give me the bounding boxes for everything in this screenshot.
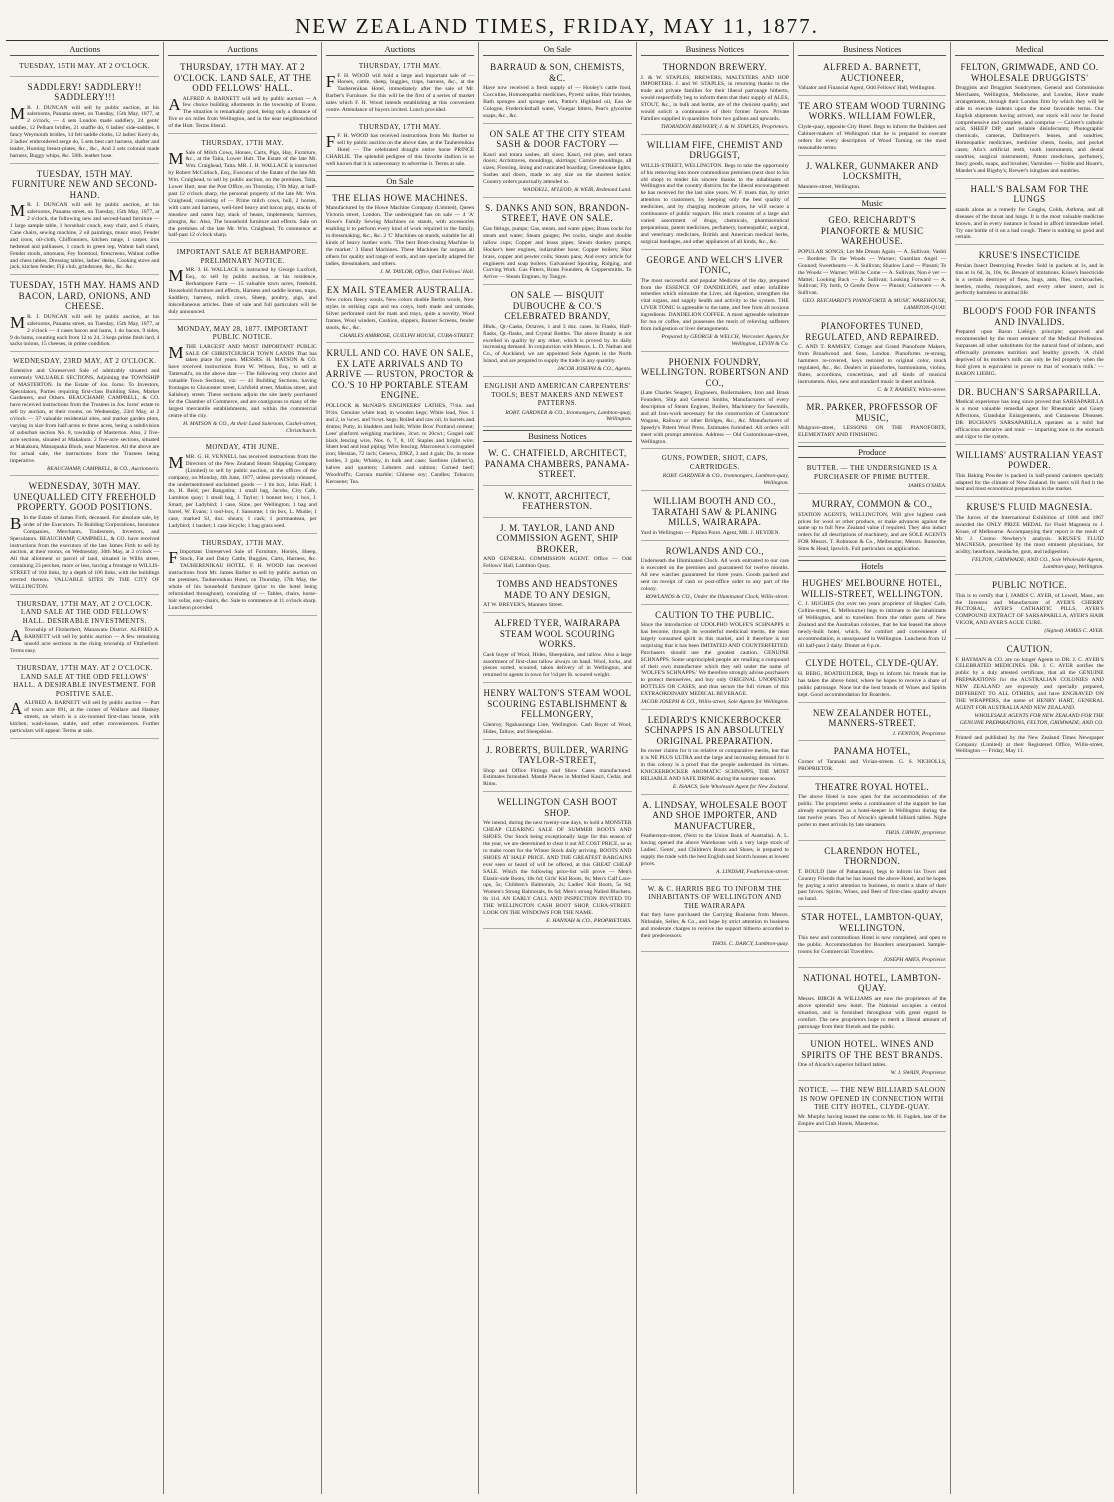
advertisement bbox=[326, 282, 474, 344]
advertisement bbox=[10, 166, 159, 276]
drop-cap: A bbox=[10, 699, 23, 719]
ad-body: One of Alcock's superior billiard tables. bbox=[797, 1062, 887, 1069]
ad-body: MR. J. H. WALLACE is instructed by George Luxford, Esq., to sell by public auction, at his residence, Berhampore Farm — 15 valuable town acres, freehold, Household furniture and effects, Harness and saddle horses, traps, Saddlery, harness, milch cows, Sheep, poultry, pigs, and miscellaneous articles. Date of sale and full particulars will be duly announced. bbox=[168, 267, 317, 315]
advertisement bbox=[798, 318, 946, 397]
column-4 bbox=[478, 42, 635, 1494]
ad-title: THURSDAY, 17TH MAY. bbox=[201, 538, 284, 547]
drop-cap: M bbox=[168, 452, 184, 472]
ad-body: that they have purchased the Carrying Business from Messrs. Nithsdale, Seller, & Co., and hope by strict attention to business and moderate charges to receive the support hitherto accorded to their predecessors. bbox=[640, 912, 789, 940]
ad-title: MURRAY, COMMON & CO., bbox=[811, 499, 933, 510]
advertisement bbox=[641, 354, 789, 450]
advertisement bbox=[798, 399, 946, 443]
advertisement bbox=[798, 59, 946, 96]
advertisement bbox=[483, 685, 631, 739]
ad-title: ON SALE AT THE CITY STEAM SASH & DOOR FACTORY — bbox=[489, 128, 626, 150]
advertisement bbox=[326, 190, 474, 280]
advertisement bbox=[641, 493, 789, 540]
ad-body: The most successful and popular Medicine of the day, prepared from the ESSENCE OF DANDELION, and other infallible remedies which stimulate the Liver, aid digestion, strengthen the vital organs, and supply health and activity to the system. THE LIVER TONIC is agreeable to the taste, and free from all noxious ingredients. DANDELION COFFEE. A most agreeable substitute for tea or coffee, and possesses the merit of relieving sufferers from indigestion or liver derangements. bbox=[640, 277, 789, 332]
advertisement bbox=[641, 252, 789, 352]
column-2 bbox=[163, 42, 320, 1494]
ad-title: BUTTER. — THE UNDERSIGNED IS A PURCHASER OF PRIME BUTTER. bbox=[806, 464, 938, 481]
ad-body: POPULAR SONGS: Let Me Dream Again — A. Sullivan; Vashti — Bordese; To the Woods — Warner; Guardian Angel — Gounod; Sweethearts — A. Sullivan; Shadow Land — Pinsuti; To the Woods — Warner; Will he Come — A. Sullivan; Non è ver — Mattei; Looking Back — A. Sullivan; Looking Forward — A. Sullivan; Fly forth, O Gentle Dove — Pinsuti; Guinevere — A. Sullivan. bbox=[797, 248, 947, 297]
ad-title: S. DANKS AND SON, BRANDON-STREET, HAVE ON SALE. bbox=[485, 202, 630, 224]
masthead: NEW ZEALAND TIMES, FRIDAY, MAY 11, 1877. bbox=[295, 14, 819, 38]
drop-cap: F bbox=[325, 71, 336, 91]
advertisement bbox=[641, 712, 789, 795]
ad-title: W. & C. HARRIS BEG TO INFORM THE INHABITANTS OF WELLINGTON AND THE WAIRARAPA bbox=[647, 884, 782, 910]
ad-title: HALL'S BALSAM FOR THE LUNGS bbox=[970, 183, 1089, 205]
ad-title: KRUSE'S FLUID MAGNESIA. bbox=[966, 502, 1093, 513]
ad-title: BARRAUD & SON, CHEMISTS, &C. bbox=[490, 62, 625, 83]
drop-cap: B bbox=[10, 513, 22, 533]
ad-body: This new and commodious Hotel is now completed, and open to the public. Accommodation for Boarders unsurpassed. Sample-rooms for Commercial Travellers. bbox=[797, 935, 947, 956]
advertisement bbox=[955, 577, 1103, 639]
ad-body: Prepared upon Baron Liebig's principle; approved and recommended by the most eminent of the Medical Profession. Surpasses all other substitutes for the natural food of infants, and effectually promotes nutrition and healthy growth. 'A child deprived of its mother's milk can only be fed properly when the food given is equivalent in power to that of woman's milk.' — BARON LIEBIG. bbox=[955, 329, 1104, 377]
drop-cap: M bbox=[10, 201, 26, 221]
ad-body: Printed and published by the New Zealand Times Newspaper Company (Limited) at their Registered Office, Willis-street, Wellington — Friday, May 11. bbox=[955, 734, 1104, 755]
column-heading: Business Notices bbox=[641, 44, 789, 56]
advertisement bbox=[483, 445, 631, 486]
ad-title: MR. PARKER, PROFESSOR OF MUSIC, bbox=[806, 402, 938, 423]
advertisement bbox=[641, 797, 789, 880]
ad-body: Its owner claims for it no relative or comparative merits, but that it is NE PLUS ULTRA and the large and increasing demand for it in this colony is a proof that the people understand its virtues. KNICKERBOCKER AROMATIC SCHNAPPS, THE MOST RELIABLE AND SAFE DRINK during the summer season. bbox=[640, 748, 789, 783]
advertisement bbox=[483, 126, 631, 198]
ad-body: MR. G. H. VENNELL has received instructions from the Directors of the New Zealand Steam Shipping Company (Limited) to sell by public auction, at the offices of the company, on Monday, 4th June, 1877, unless previously released, the undermentioned unclaimed goods — 1 tin box, John Hall; 1 do, H. Reid, per Rangatira; 1 small bag, Jacobs, City Cafe, Lambton quay; 1 small bag, J. Taylor; 1 bonnet box; 1 box, J. Smart, per Ladybird; 1 case, Sime, per Wellington; 1 bag and barrel, W. Evans; 1 tool-box, J. Sansome; 1 tin box, L. Mudie; 1 case, marked SJ, doz. shears; 1 cask; 1 portmanteau, per Ladybird; 1 basket; 1 case bicycle; 1 bag grass seed. bbox=[168, 453, 317, 529]
drop-cap: M bbox=[10, 312, 26, 332]
drop-cap: M bbox=[168, 342, 184, 362]
advertisement bbox=[168, 440, 316, 533]
ad-body: This Baking Powder is packed in half-pound canisters specially adapted for the climate of New Zealand. Its users will find it the best and most economical preparation in the market. bbox=[955, 472, 1104, 493]
ad-title: DR. BUCHAN'S SARSAPARILLA. bbox=[958, 386, 1101, 397]
ad-title: TUESDAY, 15TH MAY. AT 2 O'CLOCK. bbox=[19, 62, 150, 70]
advertisement bbox=[955, 181, 1103, 246]
advertisement bbox=[641, 882, 789, 952]
ad-body: Druggists and Druggists Sundrymen, General and Commission Merchants, Wellington, Melbourne, and London, Have made arrangements, through their London firm by which they will be able to execute indents upon the most favorable terms. Our English shipments having arrived, our stock will now be found comprehensive and complete, and comprise — Calvert's carbolic acid, SHEEP DIP, and reliable disinfectants; Photographic chemicals, cameras, Dallmeyer's lenses, and sundries; Homeopathic medicines, medicine chests, books, and pocket cases; Alix's artificial teeth, tooth instruments, and dental sundries, surgical instruments; Patent medicines, perfumery, fancy goods, soaps, and brushes; Varnishes — Noble and Hoare's, Mander's and Bigsby's; Brewer's isinglass and sundries. bbox=[955, 85, 1104, 174]
ad-title: THURSDAY, 17TH MAY, AT 2 O'CLOCK. LAND SALE AT THE ODD FELLOWS' HALL. DESIRABLE INVESTMENTS. bbox=[16, 599, 153, 625]
ad-title: THURSDAY, 17TH MAY. bbox=[201, 139, 284, 148]
advertisement bbox=[168, 59, 316, 134]
advertisement bbox=[798, 705, 946, 742]
advertisement bbox=[483, 59, 631, 124]
section-heading: Produce bbox=[798, 446, 946, 458]
advertisement bbox=[10, 661, 159, 739]
ad-signature: ROWLANDS & CO., Under the Illuminated Clock, Willis-street. bbox=[645, 593, 789, 600]
ad-body: Messrs. BIRCH & WILLIAMS are now the proprietors of the above splendid new hotel. The National occupies a central situation, and is furnished throughout with great regard to comfort. The new proprietors hope to merit a liberal amount of patronage from their friends and the public. bbox=[797, 995, 947, 1030]
ad-title: CAUTION. bbox=[1006, 644, 1053, 655]
advertisement bbox=[10, 354, 159, 476]
advertisement bbox=[326, 120, 474, 172]
ad-title: TE ARO STEAM WOOD TURNING WORKS. WILLIAM FOWLER, bbox=[798, 100, 946, 122]
ad-title: UNION HOTEL. WINES AND SPIRITS OF THE BEST BRANDS. bbox=[801, 1039, 944, 1060]
ad-body: AND GENERAL COMMISSION AGENT. Office — Odd Fellows' Hall, Lambton Quay. bbox=[483, 556, 632, 570]
ad-signature: J. M. TAYLOR, Office, Odd Fellows' Hall. bbox=[380, 268, 475, 275]
ad-body: F. H. WOOD will hold a large and important sale of — Horses, cattle, sheep, buggies, traps, harness, &c., at the Tauherenikau Hotel, immediately after the sale of Mr. Barber's Furniture. So this will be the first of a series of market sales which F. H. Wood intends establishing at this convenient centre. Attendance of buyers invited. Lunch provided. bbox=[325, 72, 475, 114]
ad-title: PHOENIX FOUNDRY, WELLINGTON. ROBERTSON AND CO., bbox=[640, 356, 789, 388]
advertisement bbox=[798, 779, 946, 841]
ad-body: Manners-street, Wellington. bbox=[797, 183, 861, 190]
column-heading: Auctions bbox=[168, 44, 316, 56]
ad-body: Featherston-street, (Next to the Union Bank of Australia). A. L. having opened the above Warehouse with a very large stock of Ladies', Gents', and Children's Boots and Shoes, is prepared to supply the trade with the best English and Scotch houses at lowest prices. bbox=[640, 833, 789, 868]
column-5 bbox=[636, 42, 793, 1494]
ad-body: Kauri and totara sashes, all sizes; Kauri, red pine, and totara doors; Architraves, mouldings, skirtings; Cornice mouldings, all sizes; Flooring, lining and rusticated boarding; Greenhouse lights; Sashes and doors, made to any size on the shortest notice. Country orders punctually attended to. bbox=[483, 151, 632, 186]
ad-title: CAUTION TO THE PUBLIC. bbox=[655, 609, 775, 620]
ad-title: ROWLANDS AND CO., bbox=[665, 545, 764, 556]
advertisement bbox=[10, 59, 159, 77]
advertisement bbox=[168, 245, 316, 319]
section-heading: Hotels bbox=[798, 560, 946, 572]
ad-body: R. J. DUNCAN will sell by public auction, at his salerooms, Panama street, on Tuesday, 15th May, 1877, at 2 o'clock, the following new and second-hand furniture — 1 large sample table, 1 horsehair couch, easy chair, and 5 chairs, Cane chairs, sewing machine, 2 oil paintings, music stool, Fender and irons, oil-cloth, Chiffonniers, kitchen range, 1 carpet, iron bedstead and palliasses, 1 couch in green rep, Walnut hall stand, Fender stools, ottomans, Fey footstool, firescreens, Walnut coffee and chess tables, Dressing tables, ladies' desks, Cooking stove and jack, kitchen fender, Fiji club, grindstone, &c., &c. &c. bbox=[10, 202, 160, 271]
advertisement bbox=[798, 461, 946, 494]
column-heading: On Sale bbox=[483, 44, 631, 56]
ad-body: In the Estate of James Firth, deceased. For absolute sale, by order of the Executors. To Building Corporations, Insurance Companies, Merchants, Tradesmen, Investors, and Speculators. BEAUCHAMP, CAMPBELL, & CO. have received instructions from the executors of the late James Firth to sell by auction, at their rooms, on Wednesday, 30th May, at 2 o'clock — All that allotment or parcel of land, situated in Willis street, containing 23 perches, more or less, having a frontage to WILLIS-STREET of 104 links, by a depth of 106 links, with the buildings erected thereon. VALUABLE SITES IN THE CITY OF WELLINGTON. bbox=[10, 514, 160, 590]
ad-title: PIANOFORTES TUNED, REGULATED, AND REPAIRED. bbox=[805, 321, 940, 342]
ad-body: AT W. BREYER'S, Manners Street. bbox=[483, 602, 564, 609]
ad-signature: JOSEPH AMES, Proprietor. bbox=[883, 956, 947, 963]
ad-body: Extensive and Unreserved Sale of admirably situated and extremely VALUABLE SECTIONS, Adjoining the TOWNSHIP of MASTERTON. In the Estate of Jos. Iorns. To Investors, Speculators, Parties requiring first-class Building Sites, Market Gardeners, and Others. BEAUCHAMP, CAMPBELL, & CO. have received instructions from the Trustees in Jos. Iorns' estate to sell by auction, at their rooms, on Wednesday, 23rd May, at 2 o'clock — 37 valuable residential sites, and market garden plots, varying in size from half-acres to three acres, being a subdivision of suburban section No. 8, township of Masterton. Also, 2 five-acre sections, situated at Makakura. 2 five-acre sections, situated at Makakura, Manaquaka Block, near Masterton. All the above are for actual sale, the instructions from the Trustees being imperative. bbox=[10, 367, 160, 464]
ad-title: WEDNESDAY, 30TH MAY. UNEQUALLED CITY FREEHOLD PROPERTY. GOOD POSITIONS. bbox=[13, 481, 157, 513]
ad-title: THURSDAY, 17TH MAY. AT 2 O'CLOCK. LAND SALE, AT THE ODD FELLOWS' HALL. bbox=[173, 62, 312, 93]
ad-title: THURSDAY, 17TH MAY. AT 2 O'CLOCK. LAND SALE AT THE ODD FELLOWS' HALL. A DESIRABLE INVESTMENT. FOR POSITIVE SALE. bbox=[13, 664, 157, 698]
ad-title: EX MAIL STEAMER AUSTRALIA. bbox=[326, 284, 474, 295]
ad-title: TOMBS AND HEADSTONES MADE TO ANY DESIGN, bbox=[496, 579, 618, 600]
ad-title: BLOOD'S FOOD FOR INFANTS AND INVALIDS. bbox=[962, 306, 1097, 327]
ad-body: WILLIS-STREET, WELLINGTON. Begs to take the opportunity of his removing into more commodious premises (next door to his old shop) to tender his sincere thanks to the inhabitants of Wellington and the country districts for the liberal encouragement he has received for the last nine years. W. F. trusts that, by strict attention to customers, by keeping only the best quality of medicines, and by charging moderate prices, he will secure a continuance of public support. His stock consists of a large and varied assortment of drugs, chemicals, pharmaceutical preparations, patent medicines, perfumery, homeopathic, surgical, and veterinary medicines, British and American medical herbs, surgical bandages, and other appliances of all kinds, &c., &c. bbox=[640, 162, 789, 245]
advertisement bbox=[326, 59, 474, 118]
ad-title: STAR HOTEL, LAMBTON-QUAY, WELLINGTON. bbox=[801, 912, 944, 933]
ad-title: TUESDAY, 15TH MAY. HAMS AND BACON, LARD, ONIONS, AND CHEESE. bbox=[10, 280, 160, 312]
ad-title: LEDIARD'S KNICKERBOCKER SCHNAPPS IS AN ABSOLUTELY ORIGINAL PREPARATION. bbox=[644, 714, 785, 746]
drop-cap: M bbox=[168, 266, 184, 286]
ad-title: J. WALKER, GUNMAKER AND LOCKSMITH, bbox=[806, 160, 939, 182]
ad-signature: JACOB JOSEPH & CO., Agents. bbox=[557, 366, 632, 373]
ad-body: Shop and Office Fittings and Show Cases manufactured. Estimates furnished. Mantle Pieces in Mottled Kauri, Cedar, and Rimu. bbox=[483, 767, 632, 788]
ad-title: THURSDAY, 17TH MAY. bbox=[358, 122, 442, 131]
ad-body: F. H. WOOD has received instructions from Mr. Barber to sell by public auction on the above date, at the Tauherenikau Hotel — The celebrated draught entire horse PRINCE CHARLIE. The splendid pedigree of this favorite stallion is so well known that it is unnecessary to advertise it. Terms at sale. bbox=[325, 133, 475, 168]
advertisement bbox=[798, 909, 946, 968]
ad-title: KRUSE'S INSECTICIDE bbox=[978, 250, 1081, 261]
ad-body: C. J. HUGHES (for over ten years proprietor of Hughes' Cafe, Collins-street, E. Melbourne) begs to intimate to the inhabitants of Wellington, and to travellers from the other parts of New Zealand and the Australian colonies, that he has leased the above newly-built hotel, which, for comfort and convenience of accommodation, is unsurpassed in Wellington. Luncheon from 12 till half-past 2 daily. Dinner at 6 p.m. bbox=[797, 601, 947, 649]
advertisement bbox=[10, 277, 159, 352]
column-heading: Auctions bbox=[10, 44, 159, 56]
drop-cap: F bbox=[325, 132, 336, 152]
ad-body: Persian Insect Destroying Powder. Sold in packets at 1s, and in tins at 1s 6d, 3s, 10s, 6s. Beware of imitations. Kruse's Insecticide is a certain destroyer of fleas, bugs, ants, flies, cockroaches, beetles, moths, mosquitoes, and every other insect, and is perfectly harmless to animal life. bbox=[955, 262, 1104, 297]
ad-body: Mr. Murphy having leased the same to Mr. H. Fagden, late of the Empire and Club Hotels, Masterton. bbox=[797, 1113, 947, 1127]
section-heading: On Sale bbox=[326, 175, 474, 187]
ad-signature: C. & T. RAMSEY, Willis-street. bbox=[877, 386, 947, 393]
ad-signature: ROBT. GARDNER & CO., Ironmongers, Lambton-quay, Wellington. bbox=[505, 409, 632, 423]
advertisement bbox=[483, 520, 631, 574]
advertisement bbox=[10, 597, 159, 659]
ad-title: GEORGE AND WELCH'S LIVER TONIC, bbox=[646, 254, 784, 276]
advertisement bbox=[641, 543, 789, 605]
advertisement bbox=[483, 742, 631, 793]
column-3 bbox=[321, 42, 478, 1494]
ad-body: This is to certify that I, JAMES C. AYER, of Lowell, Mass., am the Inventor and Manufacturer of AYER'S CHERRY PECTORAL, AYER'S CATHARTIC PILLS, AYER'S COMPOUND EXTRACT OF SARSAPARILLA, AYER'S HAIR VIGOR, AND AYER'S AGUE CURE. bbox=[955, 592, 1104, 627]
ad-title: NEW ZEALANDER HOTEL, MANNERS-STREET. bbox=[812, 707, 932, 729]
advertisement bbox=[798, 1083, 946, 1131]
advertisement bbox=[798, 496, 946, 557]
ad-title: HUGHES' MELBOURNE HOTEL, WILLIS-STREET, WELLINGTON. bbox=[801, 578, 944, 599]
ad-title: ALFRED TYER, WAIRARAPA STEAM WOOL SCOURING WORKS. bbox=[494, 618, 621, 650]
newspaper-page bbox=[6, 42, 1108, 1494]
ad-signature: THOS. URWIN, proprietor. bbox=[885, 829, 947, 836]
ad-signature: THOS. C. DARCY, Lambton-quay. bbox=[711, 940, 789, 947]
ad-title: PUBLIC NOTICE. bbox=[991, 580, 1068, 591]
ad-signature: GEO. REICHARDT'S PIANOFORTE & MUSIC WAREHOUSE, LAMBTON-QUAY. bbox=[802, 298, 947, 312]
ad-body: THE LARGEST AND MOST IMPORTANT PUBLIC SALE OF CHRISTCHURCH TOWN LANDS That has taken place for years. MESSRS. H. MATSON & CO. have received instructions from W. Wilson, Esq., to sell at Tattersall's, on the above date — The following very choice and valuable Town Sections, viz: — 41 Building Sections, having frontages to Gloucester street, Lichfield street, Madras street, and Salisbury street. These sections adjoin the site lately purchased for the Chamber of Commerce, and are contiguous to many of the largest mercantile establishments, and within the commercial centre of the city. bbox=[168, 343, 317, 419]
ad-signature: (Signed) JAMES C. AYER. bbox=[1044, 628, 1104, 635]
advertisement bbox=[483, 287, 631, 377]
drop-cap: A bbox=[10, 626, 23, 646]
ad-body: T. BOULD (late of Pahautanui), begs to inform his Town and Country Friends that he has leased the above Hotel, and he hopes by paying a strict attention to business, to merit a share of their past favors. Spirits, Wines, and Beer of first-class quality always on hand. bbox=[797, 868, 947, 903]
ad-signature: THORNDON BREWERY, J. & W. STAPLES, Proprietors. bbox=[660, 123, 789, 130]
ad-body: Valuator and Financial Agent, Odd Fellows' Hall, Wellington. bbox=[797, 85, 936, 91]
advertisement bbox=[483, 576, 631, 613]
ad-title: NOTICE. — THE NEW BILLIARD SALOON IS NOW OPENED IN CONNECTION WITH THE CITY HOTEL, CLYDE-QUAY. bbox=[798, 1086, 946, 1112]
ad-title: TUESDAY, 15TH MAY. FURNITURE NEW AND SECOND-HAND. bbox=[11, 168, 158, 200]
ad-title: ALFRED A. BARNETT, AUCTIONEER, bbox=[823, 62, 922, 83]
ad-title: SADDLERY! SADDLERY!! SADDLERY!!! bbox=[27, 81, 142, 102]
ad-title: ENGLISH AND AMERICAN CARPENTERS' TOOLS; BEST MAKERS AND NEWEST PATTERNS. bbox=[484, 382, 631, 408]
masthead-rule bbox=[6, 40, 1108, 41]
ad-title: GUNS, POWDER, SHOT, CAPS, CARTRIDGES. bbox=[661, 454, 768, 471]
advertisement bbox=[641, 607, 789, 710]
ad-body: Medical experience has long since proved that SARSAPARILLA is a most valuable remedial agent for Rheumatic and Gouty Affections, Glandular Enlargements, and Cutaneous Diseases. DR. BUCHAN'S SARSAPARILLA operates as a mild but efficacious alterative and tonic — imparting tone to the stomach and vigor to the system. bbox=[955, 399, 1104, 440]
ad-signature: J. FENTON, Proprietor. bbox=[892, 730, 947, 737]
ad-signature: BEAUCHAMP, CAMPBELL, & CO., Auctioneers. bbox=[46, 465, 160, 472]
ad-title: NATIONAL HOTEL, LAMBTON-QUAY. bbox=[802, 972, 942, 994]
advertisement bbox=[798, 212, 946, 316]
ad-title: THORNDON BREWERY. bbox=[662, 62, 767, 72]
advertisement bbox=[798, 743, 946, 776]
ad-body: The Jurors of the International Exhibition of 1866 and 1867 awarded the ONLY PRIZE MEDAL for Fluid Magnesia to J. Kruse, of Melbourne. Accompanying their report is the result of Mr. J. Cosmo Newbery's analysis. KRUSE'S FLUID MAGNESIA, prescribed by the most eminent physicians, for acidity, heartburn, headache, gout, and indigestion. bbox=[955, 514, 1104, 556]
advertisement bbox=[483, 794, 631, 929]
ad-title: W. C. CHATFIELD, ARCHITECT, PANAMA CHAMBERS, PANAMA-STREET. bbox=[485, 448, 630, 480]
ad-body: ALFRED A. BARNETT will sell by public auction — Part of town acre 691, at the corner of Wallace and Hankey streets, on which is a six-roomed first-class house, with kitchen, wash-house, stable, and other conveniences. Further particulars will appear. Terms at sale. bbox=[10, 700, 160, 734]
advertisement bbox=[955, 447, 1103, 498]
advertisement bbox=[798, 970, 946, 1035]
column-heading: Medical bbox=[955, 44, 1103, 56]
ad-signature: H. MATSON & CO., At their Land Saleroom, Cashel-street, Christchurch. bbox=[183, 420, 317, 434]
ad-title: MONDAY, MAY 28, 1877. IMPORTANT PUBLIC NOTICE. bbox=[177, 324, 309, 342]
ad-title: THURSDAY, 17TH MAY. bbox=[358, 62, 442, 70]
column-7 bbox=[950, 42, 1107, 1494]
ad-signature: WADDELL, M'LEOD, & WEIR, Redmond Land. bbox=[522, 187, 632, 194]
ad-signature: E. HANNAH & CO., PROPRIETORS. bbox=[546, 917, 632, 924]
ad-signature: Prepared by GEORGE & WELCH, Worcester. Agents for Wellington, LEVIN & Co. bbox=[661, 333, 789, 347]
ad-body: Have now received a fresh supply of — Hooley's cattle food, Cocculine, Homoeopathic medicines, Pyretic saline, Hair brushes, Bath sponges and sponge nets, Pattie's Highland oil, Eau de Cologne, Fredericksthall water, Vinegar bitters, Pear's glycerine soaps, &c., &c. bbox=[483, 85, 632, 119]
ad-title: WELLINGTON CASH BOOT SHOP. bbox=[497, 797, 618, 818]
ad-signature: JAMES O'SHEA. bbox=[907, 483, 947, 490]
ad-signature: FELTON, GRIMWADE, AND CO., Sole Wholesale Agents, Lambton-quay, Wellington. bbox=[971, 557, 1104, 571]
advertisement bbox=[641, 137, 789, 250]
ad-title: WEDNESDAY, 23RD MAY, AT 2 O'CLOCK. bbox=[12, 357, 157, 366]
ad-body: Important Unreserved Sale of Furniture, Horses, Sheep, Stock, Fat and Dairy Cattle, Buggies, Carts, Harness, &c. TAUHERENIKAU HOTEL. F. H. WOOD has received instructions from Mr. James Barber to sell by public auction on the premises, Tauherenikau Hotel, on Thursday, 17th May, the whole of his household furniture (prior to the hotel being refurnished throughout), consisting of — Tables, chairs, horse-hair sofas, easy-chairs, &c. Sale to commence at 11 o'clock sharp. Luncheon provided. bbox=[168, 549, 317, 611]
ad-signature: WHOLESALE AGENTS FOR NEW ZEALAND FOR THE GENUINE PREPARATIONS, FELTON, GRIMWADE, AND CO. bbox=[959, 712, 1104, 726]
ad-signature: ROBT. GARDNER & CO., Ironmongers, Lambton-quay, Wellington. bbox=[662, 473, 789, 487]
column-6 bbox=[793, 42, 950, 1494]
drop-cap: A bbox=[168, 94, 181, 114]
ad-body: Since the introduction of UDOLPHO WOLFE'S SCHNAPPS it has become, through its wonderful medicinal merits, the most largely consumed spirit in this market, and it therefore is not surprising that it has been IMITATED AND COUNTERFEITED. Purchasers should use the greatest caution. GENUINE SCHNAPPS. Some unprincipled people are retailing a compound of their own manufacture which they sell under the name of 'WOLFE'S SCHNAPPS.' We therefore strongly advise purchasers to protect themselves, and buy only ORIGINAL UNOPENED BOTTLES OR CASES, and thus secure the full virtues of this EXTRAORDINARY MEDICAL BEVERAGE. bbox=[640, 622, 789, 698]
ad-signature: A. LINDSAY, Featherston-street. bbox=[716, 868, 789, 875]
section-heading: Business Notices bbox=[483, 430, 631, 442]
ad-signature: CHARLES AMBROSE, GUELPH HOUSE, CUBA-STREET. bbox=[339, 332, 475, 339]
advertisement bbox=[798, 655, 946, 702]
section-heading: Music bbox=[798, 197, 946, 209]
advertisement bbox=[168, 322, 316, 439]
advertisement bbox=[798, 843, 946, 908]
advertisement bbox=[641, 451, 789, 491]
advertisement bbox=[168, 536, 316, 616]
ad-body: We intend, during the next twenty-one days, to hold a MONSTER CHEAP CLEARING SALE OF SUMMER BOOTS AND SHOES. Our Stock being exceptionally large for this season of the year, we are determined to clear it out AT COST PRICE, so as to make room for the Winter Stock daily arriving. BOOTS AND SHOES AT HALF PRICE. AND THE GREATEST BARGAINS ever seen or heard of will be offered, at this GREAT CHEAP SALE. Which the following price-list will prove — Men's Elastic-side Boots, 10s 6d; Girls' Kid Boots, 6s; Men's Calf Lace-ups, 5s; Children's Balmorals, 2s; Ladies' Kid Boots, 5s 6d; Women's Strong Balmorals, 6s 6d; Men's strong Nailed Bluchers, 8s 11d. AN EARLY CALL AND INSPECTION INVITED TO THE WELLINGTON CASH BOOT SHOP, CUBA-STREET. LOOK ON THE WINDOWS FOR THE NAME. bbox=[483, 820, 632, 917]
advertisement bbox=[798, 158, 946, 195]
drop-cap: M bbox=[168, 148, 184, 168]
ad-title: J. ROBERTS, BUILDER, WARING TAYLOR-STREET, bbox=[486, 744, 629, 766]
advertisement bbox=[955, 733, 1103, 760]
ad-title: ON SALE — BISQUIT DUBOUCHE & CO.'S CELEBRATED BRANDY, bbox=[504, 290, 611, 322]
ad-title: WILLIAM FIFE, CHEMIST AND DRUGGIST, bbox=[646, 139, 783, 161]
advertisement bbox=[10, 478, 159, 594]
advertisement bbox=[798, 575, 946, 653]
ad-title: MONDAY, 4TH JUNE. bbox=[205, 443, 280, 452]
advertisement bbox=[798, 1036, 946, 1081]
ad-body: Gas fittings, pumps; Gas, steam, and water pipes; Brass cocks for steam and water; Steam gauges; Pet cocks, single and double tallow cups; Copper and brass pipes; Steam donkey pumps; Hocker's beer engines, indiarubber hose; Copper boilers; Shot brass, copper and pewter coils; Steam pans; And every article for engineers and soap boilers. Galvanised Spouting, Ridging, and Curving Work. Gas Fitters, Brass Founders, & Coppersmiths. To Arrive — Steam Engines, by Tangye. bbox=[483, 225, 632, 281]
advertisement bbox=[483, 615, 631, 683]
ad-signature: W. J. SWAIN, Proprietor. bbox=[890, 1070, 947, 1077]
ad-signature: E. ISAACS, Sole Wholesale Agent for New Zealand. bbox=[672, 784, 789, 790]
advertisement bbox=[168, 136, 316, 243]
ad-body: New colors fleecy wools, New colors double Berlin wools, New styles in striking caps and tea cosys, both made and unmade, Silver perforated card for mats and trays, quite a novelty, Wool frames, Wool winders, Cushion, slippers, Banner Screens, fender stools, &c., &c. bbox=[325, 297, 475, 331]
ad-body: Cash buyer of Wool, Hides, Sheepskins, and tallow. Also a large assortment of first-class tallow always on hand. Wool, locks, and pieces sorted, scoured, taken delivery of in Wellington, and returned to agents in town for ½d per lb. scoured weight. bbox=[483, 651, 632, 679]
ad-body: Corner of Taranaki and Vivian-streets. G. S. NICHOLLS, PROPRIETOR. bbox=[797, 758, 947, 772]
ad-body: F. HAYMAN & CO. are no longer Agents to DR. J. C. AYER'S CELEBRATED MEDICINES. DR. J. C. AYER notifies the public by a duly attested certificate, that all the GENUINE PREPARATIONS for the AUSTRALIAN COLONIES AND NEW ZEALAND are expressly and specially prepared, DIFFERENT TO ALL OTHERS, and have ENGRAVED ON THE WRAPPERS, the name of HENRY HART, GENERAL AGENT FOR AUSTRALIA AND NEW ZEALAND. bbox=[955, 656, 1104, 711]
drop-cap: F bbox=[168, 548, 178, 568]
ad-title: WILLIAM BOOTH AND CO., TARATAHI SAW & PLANING MILLS, WAIRARAPA. bbox=[652, 496, 778, 528]
ad-title: FELTON, GRIMWADE, AND CO. WHOLESALE DRUGGISTS' bbox=[960, 62, 1099, 83]
ad-signature: JACOB JOSEPH & CO., Willis-street, Sole Agents for Wellington. bbox=[640, 699, 789, 706]
ad-body: Mulgrave-street, LESSONS ON THE PIANOFORTE, ELEMENTARY AND FINISHING. bbox=[797, 425, 947, 439]
column-1 bbox=[6, 42, 163, 1494]
advertisement bbox=[955, 59, 1103, 179]
advertisement bbox=[483, 488, 631, 518]
ad-body: (Late Charles Seager), Engineers, Boilermakers, Iron and Brass Founders, Ship and General Smiths, Manufacturers of every description of Steam Engines, Boilers, Machinery for Sawmills, and all Iron-work necessary for the construction of Contractors' Wagons, Railway or other Bridges, &c., &c. Manufacturers of Speedy's Patent Wool Press. Estimates furnished. All orders will meet with prompt attention. Address — Old Customhouse-street, Wellington. bbox=[640, 390, 789, 445]
advertisement bbox=[955, 384, 1103, 445]
ad-title: A. LINDSAY, WHOLESALE BOOT AND SHOE IMPORTER, AND MANUFACTURER, bbox=[642, 799, 788, 831]
advertisement bbox=[483, 379, 631, 427]
ad-body: Sale of Milch Cows, Horses, Carts, Pigs, Hay, Furniture, &c., at the Taita, Lower Hutt. The Estate of the late Mr. Wm. Craighead, Taita. MR. J. H. WALLACE is instructed by Robert McCulloch, Esq., Executor of the Estate of the late Mr. Wm. Craighead, to sell by public auction, on the premises, Taita, Lower Hutt, near the Post Office, on Thursday, 17th May, at half-past 12 o'clock sharp, the personal property of the late Mr. Wm. Craighead, consisting of — Prime milch cows, bull, 2 horses, with carts and harness, well-bred heavy and bacon pigs, stacks of meadow and oaten hay, stack of beans, implements, harrows, ploughs, &c. Also, The household furniture and effects. Sale on the premises of the late Mr. Wm. Craighead, To commence at half-past 12 o'clock sharp. bbox=[168, 149, 317, 239]
ad-title: CLARENDON HOTEL, THORNDON. bbox=[824, 845, 921, 867]
ad-body: Manufactured by the Howe Machine Company (Limited), Queen Victoria street, London. The undersigned has on sale — 4 'A' Howe's Family Sewing Machines on stands, with accessories enabling it to perform every kind of work required in the family, in dressmaking, &c., &c. 2 'C' Machines on stands, suitable for all kinds of heavy leather work. 'The best Boot-closing Machine in the market.' 3 Hand Machines. These Machines far surpass all others for quality and range of work, and are specially adapted for ladies, dressmakers, and others. bbox=[325, 205, 475, 267]
advertisement bbox=[955, 641, 1103, 731]
ad-body: Clyde-quay, opposite City Hotel. Begs to inform the Builders and Cabinet-makers of Wellington that he is prepared to execute orders for every description of Wood Turning on the most reasonable terms. bbox=[797, 123, 947, 151]
column-heading: Auctions bbox=[326, 44, 474, 56]
ad-body: POLLOCK & McNAB'S ENGINEERS' LATHES, 7½in. and 9½in. Genuine white lead, in wooden kegs; White lead, Nos. 1 and 2, in ¼cwt. and ½cwt. kegs; Boiled and raw oil, in barrels and drums; Putty, in bladders and bulk; White Bros' Portland cement; Lees' platform weighing machines, 3cwt. to 20cwt.; Gospel oak' black fencing wire, Nos. 6, 7, 8, 10; Staples and bright wire; Sheet lead and lead piping; Wire fencing; Marconeux's corrugated iron; Hessian, 72 inch; Geneva, JDKZ, 3 and 4 gals; Do, in stone bottles, 2 gals; Whisky, in bulk and case; Sardines (Jalbert's), halves and quarters; Lobsters and salmon; Corned beef; Woodruff's; Carrara marble; Chinese soy; Candles; Tobacco; Kerosene; Tea. bbox=[325, 402, 475, 485]
ad-title: GEO. REICHARDT'S PIANOFORTE & MUSIC WAREHOUSE. bbox=[820, 215, 924, 247]
advertisement bbox=[326, 345, 474, 489]
ad-title: HENRY WALTON'S STEAM WOOL SCOURING ESTABLISHMENT & FELLMONGERY, bbox=[483, 688, 632, 720]
ad-body: C. AND T. RAMSEY, Cottage and Grand Pianoforte Makers, from Broadwood and Sons, London. Pianofortes re-strung, hammers re-covered, keys restored to original color, touch regulated, &c., &c. Dealers in pianofortes, harmoniums, violins, flutes, accordions, concertinas, and all kinds of musical instruments. Also, new and standard music in sheet and book. bbox=[797, 344, 947, 385]
ad-body: R. J. DUNCAN will sell by public auction, at his salerooms, Panama street, on Tuesday, 15th May, 1877, at 2 o'clock — 4 cases bacon and hams, 1 do bacon, 9 sides, 9 do hams, counting each from 12 to 24, 3 kegs prime fresh lard, 4 sacks onions, 15 cheeses, in prime condition. bbox=[10, 313, 160, 348]
ad-title: KRULL AND CO. HAVE ON SALE, EX LATE ARRIVALS AND TO ARRIVE — RUSTON, PROCTOR & CO.'S 10 HP PORTABLE STEAM ENGINE. bbox=[325, 348, 475, 401]
column-heading: Business Notices bbox=[798, 44, 946, 56]
ad-body: R. J. DUNCAN will sell by public auction, at his salerooms, Panama street, on Tuesday, 15th May, 1877, at 2 o'clock, — 4 sets London made saddlery, 24 gents' saddles, 12 Pelham bridles, 21 snaffle do, 6 ladies' side-saddles, 6 fancy Weymouth bridles, 14 felt saddle cloths, 12 ladies' Kerry do, 2 ladies' embroidered serge do, 5 sets best cart harness, shafter and leader, Hunting breast-plates, &c., &c., And 2 sets colonial made harness, Buggy whips, &c. 50lb. leather hose. bbox=[10, 104, 160, 159]
advertisement bbox=[955, 499, 1103, 575]
ad-body: Hhds., Qr.-Casks, Octaves, 1 and 3 doz. cases. In Flasks, Half-flasks, Qr.-flasks, and Crystal Bottles. The above Brandy is not excelled in quality by any other, which is proved by its daily increasing demand. In conjunction with Messrs. L. D. Nathan and Co., of Auckland, we are appointed Sole Agents in the North Island, and are prepared to supply the trade in any quantity. bbox=[483, 323, 632, 365]
ad-body: STATION AGENTS, WELLINGTON, Will give highest cash prices for wool or other produce, or make advances against the same up to full New Zealand value if required. They also induct orders for all descriptions of machinery, and are SOLE AGENTS FOR Messrs. T. Robinson & Co., Melbourne; Messrs. Ransome, Sims & Head, Ipswich. Full particulars on application. bbox=[797, 511, 947, 553]
ad-body: ALFRED A. BARNETT will sell by public auction — A few choice building allotments in the township of Evans. The situation is remarkably good, being only a distance of five or six miles from Wellington, and in the near neighbourhood of the Hutt. Terms liberal. bbox=[168, 95, 317, 130]
ad-title: W. KNOTT, ARCHITECT, FEATHERSTON. bbox=[504, 490, 611, 512]
ad-body: H. BERG, BOATBUILDER, Begs to inform his friends that he has taken the above hotel, where he hopes to receive a share of public patronage. None but the best brands of Wines and Spirits kept. Good accommodation for Boarders. bbox=[797, 670, 947, 698]
advertisement bbox=[798, 98, 946, 156]
ad-title: IMPORTANT SALE AT BERHAMPORE. PRELIMINARY NOTICE. bbox=[176, 248, 309, 265]
ad-body: Underneath the Illuminated Clock. All work entrusted to our care is executed on the premises and guaranteed for twelve months. All new watches guaranteed for three years. Goods packed and sent on receipt of cash or post-office order to any part of the colony. bbox=[640, 558, 789, 592]
advertisement bbox=[641, 59, 789, 135]
ad-title: THE ELIAS HOWE MACHINES. bbox=[332, 192, 468, 203]
ad-body: stands alone as a remedy for Coughs, Colds, Asthma, and all diseases of the throat and lungs. It is the most valuable medicine known, and in every instance is found to afford immediate relief. Try one bottle of it on a bad cough. There is nothing so good and certain. bbox=[955, 206, 1104, 241]
ad-body: Yard in Wellington — Pipitea Point. Agent, MR. J. HEYDEN. bbox=[640, 529, 780, 536]
ad-title: THEATRE ROYAL HOTEL. bbox=[815, 781, 930, 792]
ad-body: J. & W. STAPLES, BREWERS, MALTSTERS AND HOP IMPORTERS. J. and W. STAPLES, in returning thanks to the trade and private families for their liberal patronage hitherto, would respectfully beg to inform them that their supply of ALES, STOUT, &c., in bulk and bottle, are of the choicest quality, and would solicit a continuance of their former favors. Private Families supplied in quantities from two gallons and upwards. bbox=[640, 74, 789, 122]
ad-body: Glenroy, Ngahauranga Line, Wellington. Cash Buyer of Wool, Hides, Tallow, and Sheepskins. bbox=[483, 721, 632, 735]
ad-title: J. M. TAYLOR, LAND AND COMMISSION AGENT, SHIP BROKER, bbox=[496, 522, 619, 554]
ad-title: PANAMA HOTEL, bbox=[833, 746, 911, 757]
advertisement bbox=[955, 303, 1103, 381]
drop-cap: M bbox=[10, 103, 26, 123]
ad-body: Township of Fitzherbert, Manawatu District. ALFRED A. BARNETT will sell by public auction — A few remaining unsold acre sections in the rising township of Fitzherbert. Terms easy. bbox=[10, 627, 160, 655]
ad-body: The above Hotel is now open for the accommodation of the public. The proprietor seeks a continuance of the support he has already experienced as a hotel-keeper in Wellington during the last twelve years. Two of Alcock's splendid billiard tables. Night porter to meet arrivals by late steamers. bbox=[797, 794, 947, 828]
advertisement bbox=[483, 200, 631, 285]
ad-title: CLYDE HOTEL, CLYDE-QUAY. bbox=[805, 658, 939, 669]
advertisement bbox=[10, 79, 159, 164]
ad-title: WILLIAMS' AUSTRALIAN YEAST POWDER. bbox=[955, 449, 1104, 471]
advertisement bbox=[955, 247, 1103, 301]
